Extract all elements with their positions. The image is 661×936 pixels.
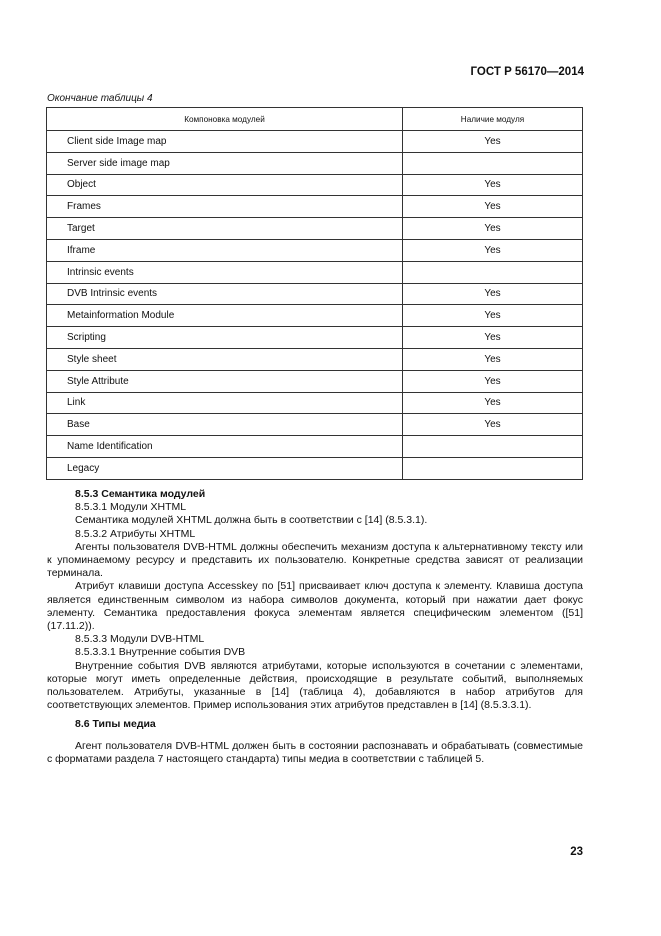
module-name: Style Attribute xyxy=(47,370,403,392)
body-text xyxy=(47,488,583,766)
paragraph: Семантика модулей XHTML должна быть в соответствии с [14] (8.5.3.1). xyxy=(75,514,428,527)
module-name: Client side Image map xyxy=(47,131,403,153)
paragraph: Атрибут клавиши доступа Accesskey по [51] присваивает ключ доступа к элементу. Клавиша доступа является единственным символом из набора символов документа, который при нажатии дает фокус элементу. Семантика предоставления фокуса элементам является специфическим элементом ([51] (17.11.2)). xyxy=(47,580,583,633)
module-presence xyxy=(403,261,583,283)
module-name: Object xyxy=(47,174,403,196)
modules-table xyxy=(46,107,583,480)
module-name: Legacy xyxy=(47,457,403,479)
module-presence: Yes xyxy=(403,392,583,414)
table-row xyxy=(47,392,583,414)
paragraph: Агент пользователя DVB-HTML должен быть в состоянии распознавать и обрабатывать (совместимые с форматами раздела 7 настоящего стандарта) типы медиа в соответствии с таблицей 5. xyxy=(47,739,583,765)
module-presence: Yes xyxy=(403,370,583,392)
module-name: Frames xyxy=(47,196,403,218)
table-row xyxy=(47,348,583,370)
table-row xyxy=(47,414,583,436)
column-header-presence: Наличие модуля xyxy=(403,108,583,131)
module-name: Metainformation Module xyxy=(47,305,403,327)
module-presence: Yes xyxy=(403,196,583,218)
column-header-modules: Компоновка модулей xyxy=(47,108,403,131)
module-name: Scripting xyxy=(47,327,403,349)
subsection-heading-8-5-3-3-1: 8.5.3.3.1 Внутренние события DVB xyxy=(75,646,246,659)
subsection-heading-8-5-3-2: 8.5.3.2 Атрибуты XHTML xyxy=(75,527,196,540)
module-presence: Yes xyxy=(403,174,583,196)
section-heading-8-6: 8.6 Типы медиа xyxy=(75,718,156,731)
module-name: Style sheet xyxy=(47,348,403,370)
module-presence: Yes xyxy=(403,283,583,305)
table-row xyxy=(47,174,583,196)
table-row xyxy=(47,218,583,240)
module-presence: Yes xyxy=(403,131,583,153)
table-row xyxy=(47,457,583,479)
table-row xyxy=(47,152,583,174)
module-presence: Yes xyxy=(403,348,583,370)
module-presence: Yes xyxy=(403,218,583,240)
module-name: DVB Intrinsic events xyxy=(47,283,403,305)
table-row xyxy=(47,239,583,261)
module-name: Target xyxy=(47,218,403,240)
module-presence xyxy=(403,152,583,174)
paragraph: Внутренние события DVB являются атрибутами, которые используются в сочетании с элементами, которые могут иметь определенные действия, происходящие в результате событий, выполняемых пользователем. Атрибуты, указанные в [14] (таблица 4), добавляются в набор атрибутов для соответствующих элементов. Пример использования этих атрибутов представлен в [14] (8.5.3.3.1). xyxy=(47,659,583,712)
module-presence xyxy=(403,457,583,479)
page-number: 23 xyxy=(570,846,583,858)
table-row xyxy=(47,370,583,392)
document-standard-number: ГОСТ Р 56170—2014 xyxy=(470,66,584,78)
section-heading-8-5-3: 8.5.3 Семантика модулей xyxy=(75,488,206,500)
table-row xyxy=(47,261,583,283)
module-name: Name Identification xyxy=(47,436,403,458)
table-row xyxy=(47,283,583,305)
table-row xyxy=(47,436,583,458)
table-caption: Окончание таблицы 4 xyxy=(47,93,153,104)
table-row xyxy=(47,327,583,349)
module-presence xyxy=(403,436,583,458)
table-row xyxy=(47,196,583,218)
module-presence: Yes xyxy=(403,239,583,261)
table-row xyxy=(47,131,583,153)
module-presence: Yes xyxy=(403,327,583,349)
subsection-heading-8-5-3-1: 8.5.3.1 Модули XHTML xyxy=(75,501,187,514)
table-row xyxy=(47,305,583,327)
module-name: Base xyxy=(47,414,403,436)
module-name: Link xyxy=(47,392,403,414)
module-presence: Yes xyxy=(403,414,583,436)
module-name: Iframe xyxy=(47,239,403,261)
module-name: Server side image map xyxy=(47,152,403,174)
paragraph: Агенты пользователя DVB-HTML должны обеспечить механизм доступа к альтернативному тексту или к упоминаемому ресурсу и представить их пользователю. Конкретные средства зависят от реализации терминала. xyxy=(47,540,583,580)
table-header-row xyxy=(47,108,583,131)
subsection-heading-8-5-3-3: 8.5.3.3 Модули DVB-HTML xyxy=(75,633,205,646)
module-presence: Yes xyxy=(403,305,583,327)
module-name: Intrinsic events xyxy=(47,261,403,283)
